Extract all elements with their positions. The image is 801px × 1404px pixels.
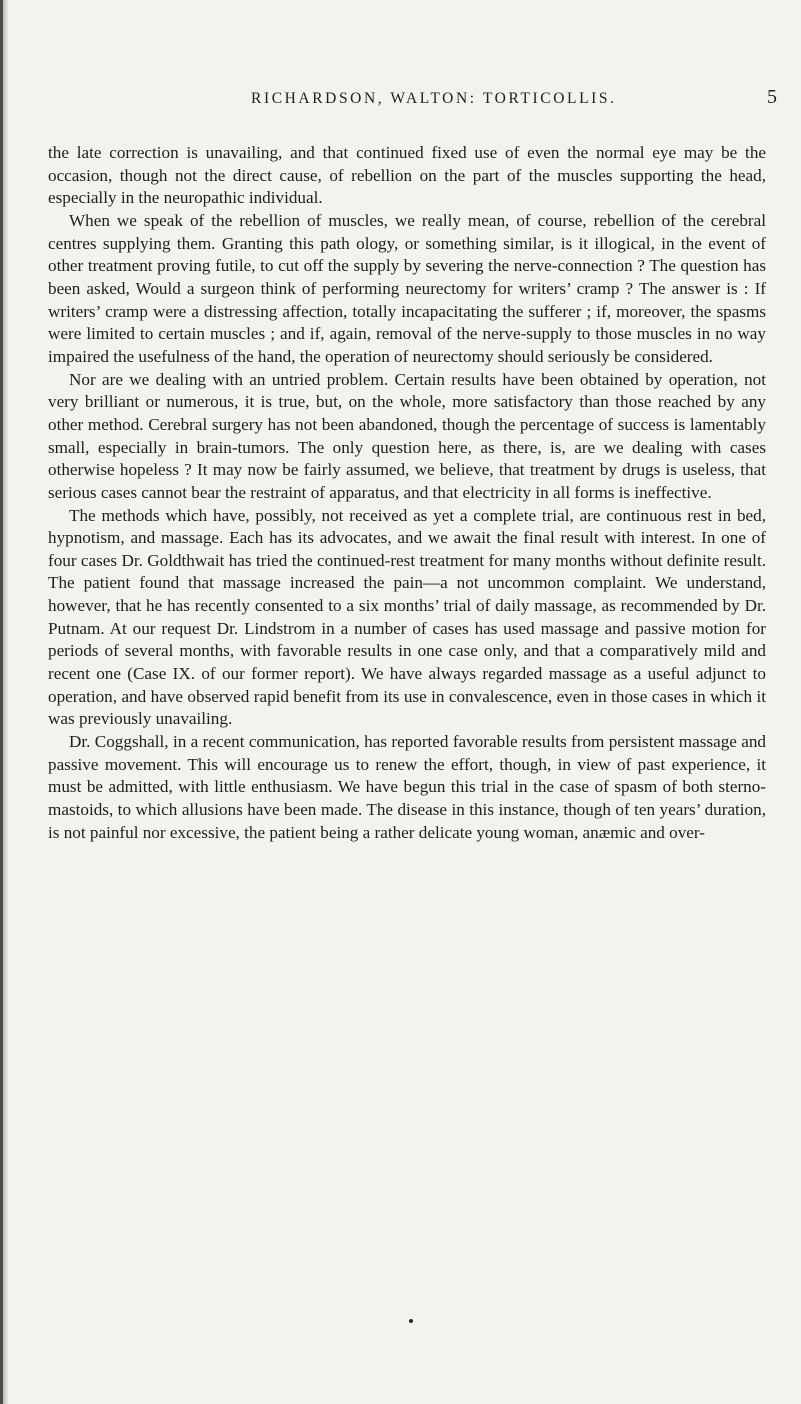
paragraph-4: The methods which have, possibly, not received as yet a complete trial, are continuous rest in bed, hypnotism, and massage. Each has its advocates, and we await the final result with interest. In one of four cases Dr. Goldthwait has tried the continued-rest treatment for many months without definite result. The patient found that massage increased the pain—a not uncommon complaint. We understand, however, that he has recently consented to a six months’ trial of daily massage, as recommended by Dr. Putnam. At our request Dr. Lindstrom in a number of cases has used massage and passive motion for periods of several months, with favorable results in one case only, and that a comparatively mild and recent one (Case IX. of our former report). We have always regarded massage as a useful adjunct to operation, and have observed rapid benefit from its use in convalescence, even in those cases in which it was previously unavailing. bbox=[48, 505, 766, 729]
scan-edge-shadow bbox=[3, 0, 9, 1404]
paragraph-1: the late correction is unavailing, and that continued fixed use of even the normal eye may be the occasion, though not the direct cause, of rebellion on the part of the muscles supporting the head, especially in the neuropathic individual. bbox=[48, 143, 766, 208]
page-number: 5 bbox=[767, 86, 777, 108]
paragraph-3: Nor are we dealing with an untried problem. Certain results have been obtained by operation, not very brilliant or numerous, it is true, but, on the whole, more satisfactory than those reached by any other method. Cerebral surgery has not been abandoned, though the percentage of success is lamentably small, especially in brain-tumors. The only question here, as there, is, are we dealing with cases otherwise hopeless ? It may now be fairly assumed, we believe, that treatment by drugs is useless, that serious cases cannot bear the restraint of apparatus, and that electricity in all forms is ineffective. bbox=[48, 369, 766, 502]
running-title: RICHARDSON, WALTON: TORTICOLLIS. bbox=[251, 90, 617, 107]
paragraph-5: Dr. Coggshall, in a recent communication, has reported favorable results from persistent massage and passive movement. This will encourage us to renew the effort, though, in view of past experience, it must be admitted, with little enthusiasm. We have begun this trial in the case of spasm of both sterno-mastoids, to which allusions have been made. The disease in this instance, though of ten years’ duration, is not painful nor excessive, the patient being a rather delicate young woman, anæmic and over- bbox=[48, 732, 766, 842]
running-head bbox=[68, 82, 777, 112]
body-text bbox=[48, 142, 766, 844]
paragraph-2: When we speak of the rebellion of muscles, we really mean, of course, rebellion of the cerebral centres supplying them. Granting this path ology, or something similar, is it illogical, in the event of other treatment proving futile, to cut off the supply by severing the nerve-connection ? The question has been asked, Would a surgeon think of performing neurectomy for writers’ cramp ? The answer is : If writers’ cramp were a distressing affection, totally incapacitating the sufferer ; if, moreover, the spasms were limited to certain muscles ; and if, again, removal of the nerve-supply to those muscles in no way impaired the usefulness of the hand, the operation of neurectomy should seriously be considered. bbox=[48, 210, 766, 366]
print-speck bbox=[409, 1319, 413, 1323]
book-page bbox=[48, 82, 777, 842]
